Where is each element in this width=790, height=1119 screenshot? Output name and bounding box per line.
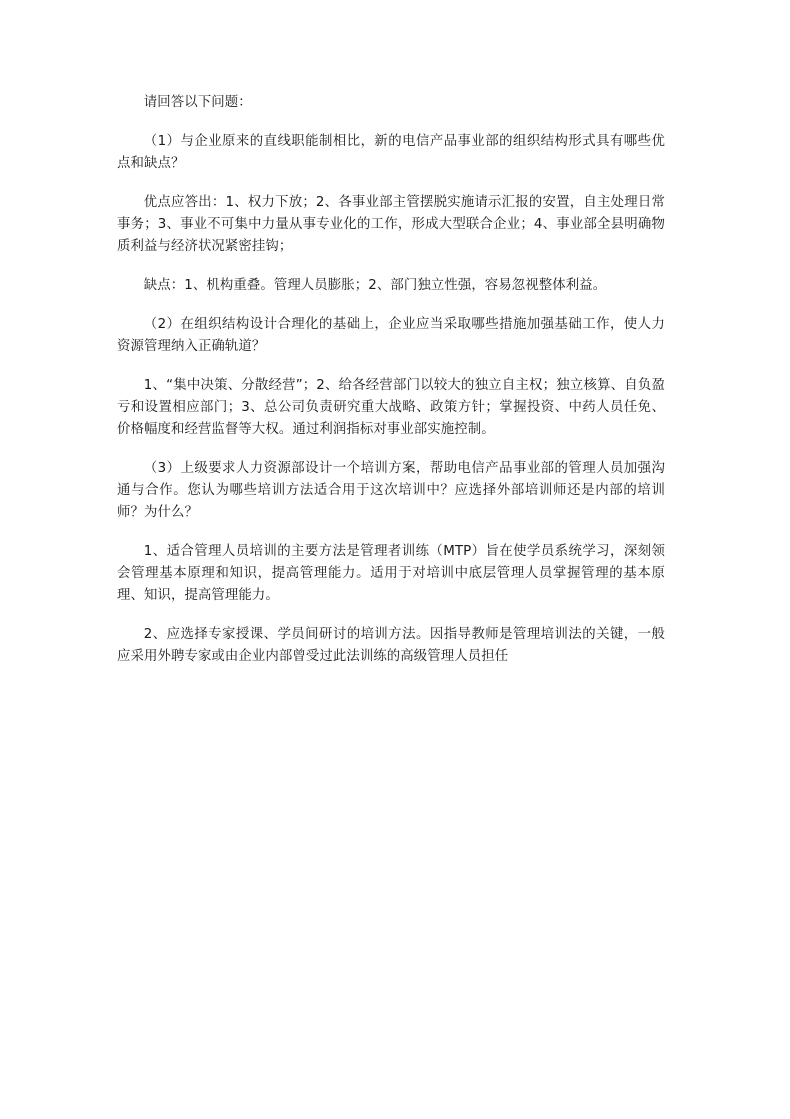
question-2: （2）在组织结构设计合理化的基础上，企业应当采取哪些措施加强基础工作，使人力资源管理纳入正确轨道？ [117, 317, 665, 354]
document-body [117, 92, 665, 685]
question-3: （3）上级要求人力资源部设计一个培训方案，帮助电信产品事业部的管理人员加强沟通与合作。您认为哪些培训方法适合用于这次培训中？应选择外部培训师还是内部的培训师？为什么？ [117, 461, 665, 520]
intro-prompt: 请回答以下问题： [143, 95, 252, 110]
question-1: （1）与企业原来的直线职能制相比，新的电信产品事业部的组织结构形式具有哪些优点和缺点？ [117, 134, 665, 171]
answer-1-disadvantages: 缺点：1、机构重叠。管理人员膨胀；2、部门独立性强，容易忽视整体利益。 [143, 278, 607, 293]
answer-3-part-1: 1、适合管理人员培训的主要方法是管理者训练（MTP）旨在使学员系统学习，深刻领会管理基本原理和知识，提高管理能力。适用于对培训中底层管理人员掌握管理的基本原理、知识，提高管理能力。 [117, 544, 665, 603]
answer-2: 1、“集中决策、分散经营”；2、给各经营部门以较大的独立自主权；独立核算、自负盈亏和设置相应部门；3、总公司负责研究重大战略、政策方针；掌握投资、中药人员任免、价格幅度和经营监督等大权。通过利润指标对事业部实施控制。 [117, 378, 665, 437]
answer-1-advantages: 优点应答出：1、权力下放；2、各事业部主管摆脱实施请示汇报的安置，自主处理日常事务；3、事业不可集中力量从事专业化的工作，形成大型联合企业；4、事业部全县明确物质利益与经济状况紧密挂钩； [117, 195, 665, 254]
answer-3-part-2: 2、应选择专家授课、学员间研讨的培训方法。因指导教师是管理培训法的关键，一般应采用外聘专家或由企业内部曾受过此法训练的高级管理人员担任 [117, 627, 665, 664]
